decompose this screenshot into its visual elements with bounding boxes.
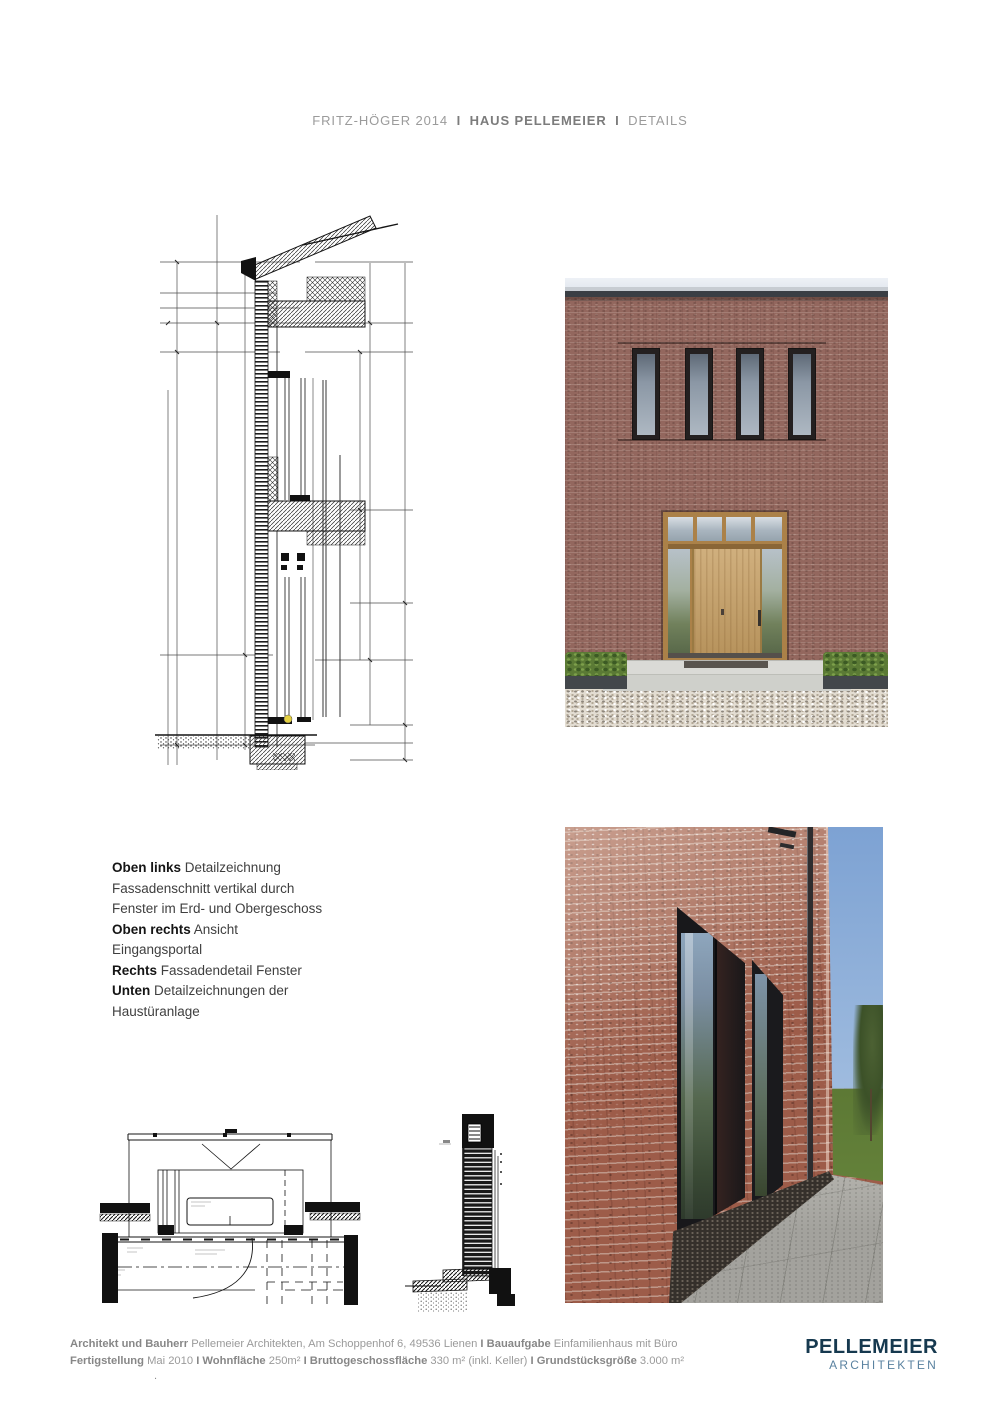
glass-reflection xyxy=(685,933,693,1219)
window-slit-4 xyxy=(788,348,816,440)
building-corner-highlight xyxy=(826,827,829,1177)
door-threshold xyxy=(668,653,782,658)
tree xyxy=(853,1005,883,1135)
window-glass xyxy=(741,354,759,435)
window-glass xyxy=(793,354,811,435)
header-project-title: HAUS PELLEMEIER xyxy=(469,113,607,128)
door-section-svg xyxy=(405,1100,530,1320)
caption-line: Unten Detailzeichnungen der xyxy=(112,983,289,998)
door-keyhole xyxy=(721,609,724,615)
brick-ledge-upper xyxy=(618,342,826,344)
door-handle xyxy=(758,610,761,626)
stray-period: . xyxy=(154,1370,158,1382)
planter-left xyxy=(565,676,627,689)
caption-line: Oben links Detailzeichnung xyxy=(112,860,281,875)
caption-line: Fassadenschnitt vertikal durch xyxy=(112,880,295,896)
caption-line: Oben rechts Ansicht xyxy=(112,921,239,937)
header-page-topic: DETAILS xyxy=(628,113,688,128)
page-header xyxy=(0,113,1000,128)
photo-entrance-portal xyxy=(565,278,888,727)
caption-line: Fenster im Erd- und Obergeschoss xyxy=(112,901,323,916)
entrance-portal xyxy=(663,512,787,662)
header-separator: I xyxy=(615,113,620,128)
credits-line-1: Architekt und Bauherr Pellemeier Architekten, Am Schoppenhof 6, 49536 Lienen I Bauaufgabe Einfamilienhaus mit Büro xyxy=(70,1338,678,1350)
window-slit-2 xyxy=(685,348,713,440)
figure-caption xyxy=(112,858,342,1022)
caption-line: Rechts Fassadendetail Fenster xyxy=(112,962,302,978)
header-separator: I xyxy=(456,113,462,128)
drawing-door-plan xyxy=(85,1120,385,1315)
transom-pane-2 xyxy=(697,517,722,541)
gravel-strip xyxy=(565,688,888,727)
door-plan-svg xyxy=(85,1120,385,1315)
planter-right xyxy=(823,676,888,689)
window-recess-near xyxy=(677,907,745,1237)
drawing-door-section xyxy=(405,1100,530,1320)
credits-line-2: Fertigstellung Mai 2010 I Wohnfläche 250m² I Bruttogeschossfläche 330 m² (inkl. Keller) I Grundstücksgröße 3.000 m² xyxy=(70,1355,685,1367)
logo-subtitle: ARCHITEKTEN xyxy=(829,1358,938,1372)
roof-shadow xyxy=(565,297,888,301)
sidelight-right xyxy=(760,549,782,653)
transom-pane-1 xyxy=(668,517,693,541)
header-series: FRITZ-HÖGER 2014 xyxy=(312,113,449,128)
transom-pane-3 xyxy=(726,517,751,541)
window-glass xyxy=(755,974,767,1196)
transom-pane-4 xyxy=(755,517,782,541)
entrance-step-lower xyxy=(603,674,851,691)
logo-wordmark: PELLEMEIER xyxy=(805,1336,938,1358)
window-slit-3 xyxy=(736,348,764,440)
window-slit-1 xyxy=(632,348,660,440)
facade-section-svg xyxy=(155,205,420,770)
doormat xyxy=(684,661,768,668)
caption-line: Eingangsportal xyxy=(112,942,203,957)
sidelight-left xyxy=(668,549,690,653)
window-glass xyxy=(637,354,655,435)
project-credits xyxy=(70,1336,730,1370)
photo-facade-detail xyxy=(565,827,883,1303)
window-glass xyxy=(690,354,708,435)
downpipe xyxy=(807,827,813,1181)
tree-trunk xyxy=(870,1089,872,1141)
drawing-facade-section xyxy=(155,205,420,770)
front-door-leaf xyxy=(692,549,762,653)
caption-line: Haustüranlage xyxy=(112,1003,200,1019)
window-recess-far xyxy=(752,960,783,1210)
office-logo xyxy=(778,1337,938,1371)
